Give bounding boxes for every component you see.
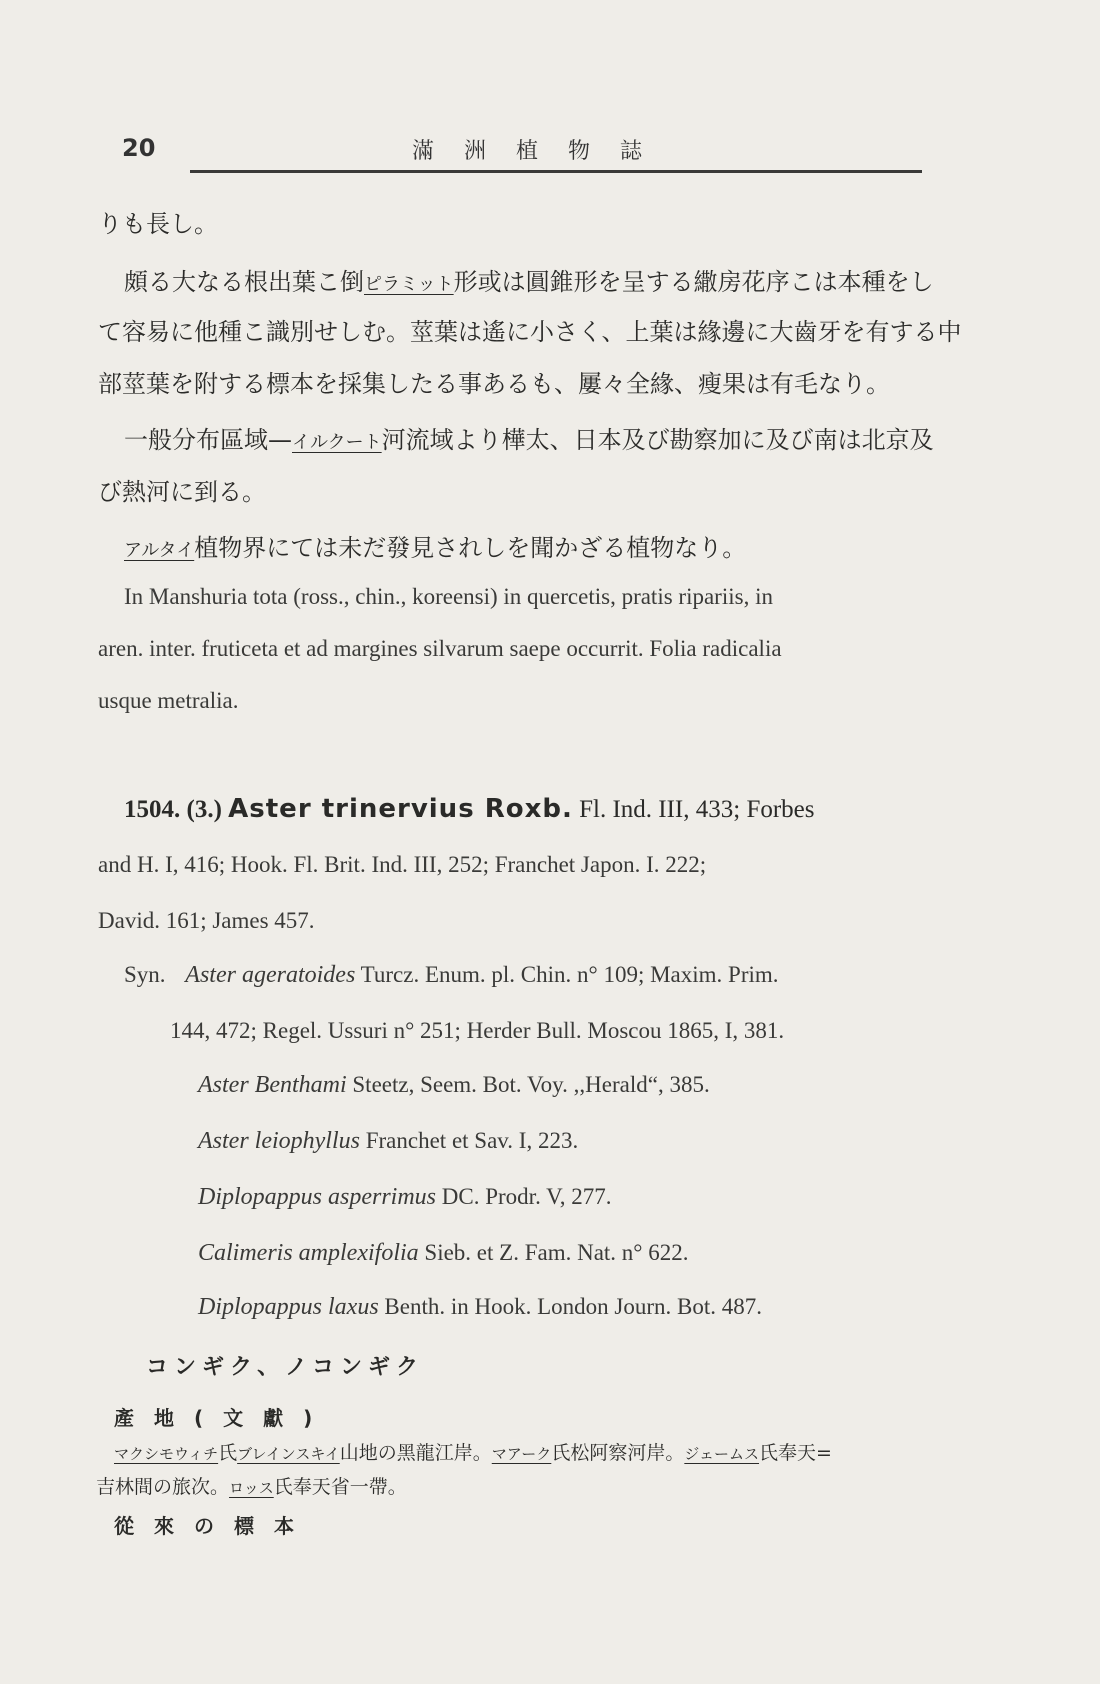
running-title: 滿洲植物誌 xyxy=(412,139,673,164)
synonym-line xyxy=(198,1128,578,1155)
text-line: て容易に他種こ識別せしむ。莖葉は遙に小さく、上葉は緣邊に大齒牙を有する中 xyxy=(98,318,962,346)
text-run: 形或は圓錐形を呈する繖房花序こは本種をし xyxy=(453,268,934,296)
text-run: マアーク xyxy=(491,1445,552,1463)
synonym-line xyxy=(198,1294,762,1321)
text-run: 植物界にては未だ發見されしを聞かざる植物なり。 xyxy=(194,534,747,562)
text-line xyxy=(124,420,934,455)
synonym-name: Calimeris amplexifolia xyxy=(198,1240,419,1266)
synonym-reference: Benth. in Hook. London Journ. Bot. 487. xyxy=(384,1294,763,1319)
text-line xyxy=(124,528,746,563)
entry-number: 1504. (3.) xyxy=(124,796,222,823)
text-line: 144, 472; Regel. Ussuri n° 251; Herder Bull. Moscou 1865, I, 381. xyxy=(170,1018,785,1043)
text-run: ピラミット xyxy=(364,274,454,295)
synonym-name: Aster ageratoides xyxy=(185,962,356,988)
text-line: りも長し。 xyxy=(98,210,218,238)
text-run: 山地の黑龍江岸。 xyxy=(339,1442,492,1464)
entry-reference: Fl. Ind. III, 433; Forbes xyxy=(579,796,815,823)
japanese-common-name: コンギク、ノコンギク xyxy=(146,1355,425,1380)
text-line: び熱河に到る。 xyxy=(98,478,266,506)
synonym-line xyxy=(124,962,779,989)
synonym-name: Aster Benthami xyxy=(198,1072,347,1098)
text-run: 氏奉天省一帶。 xyxy=(273,1476,407,1498)
page-header xyxy=(122,128,922,168)
text-run: 氏松阿察河岸。 xyxy=(551,1442,685,1464)
text-run: 氏 xyxy=(218,1442,238,1464)
specimens-heading: 從來の標本 xyxy=(114,1514,314,1538)
text-line: and H. I, 416; Hook. Fl. Brit. Ind. III, 252; Franchet Japon. I. 222; xyxy=(98,852,707,877)
page-number: 20 xyxy=(122,134,156,162)
text-run: ブレインスキイ xyxy=(237,1445,340,1463)
text-line: David. 161; James 457. xyxy=(98,908,315,933)
synonym-line xyxy=(198,1072,710,1099)
locality-heading: 產地(文獻) xyxy=(114,1406,333,1430)
text-run: ロッス xyxy=(229,1479,274,1497)
synonym-line xyxy=(198,1240,689,1267)
text-line xyxy=(124,262,934,297)
text-run: ジェームス xyxy=(684,1445,760,1463)
text-run: 頗る大なる根出葉こ倒 xyxy=(124,268,364,296)
text-run: 河流域より樺太、日本及び勘察加に及び南は北京及 xyxy=(381,426,934,454)
locality-line xyxy=(114,1438,832,1465)
synonym-name: Diplopappus laxus xyxy=(198,1294,379,1320)
text-run: 氏奉天= xyxy=(759,1442,832,1464)
synonym-reference: Turcz. Enum. pl. Chin. n° 109; Maxim. Prim. xyxy=(360,962,779,987)
species-entry-heading xyxy=(124,794,815,824)
synonym-reference: Sieb. et Z. Fam. Nat. n° 622. xyxy=(424,1240,689,1265)
header-rule xyxy=(190,170,922,173)
species-name: Aster trinervius Roxb. xyxy=(228,794,573,824)
text-line: aren. inter. fruticeta et ad margines silvarum saepe occurrit. Folia radicalia xyxy=(98,636,782,661)
synonym-reference: Steetz, Seem. Bot. Voy. ,,Herald“, 385. xyxy=(352,1072,710,1097)
synonym-line xyxy=(198,1184,612,1211)
text-run: イルクート xyxy=(292,432,382,453)
text-run: アルタイ xyxy=(124,540,195,561)
locality-line xyxy=(96,1472,407,1499)
text-run: 一般分布區域— xyxy=(124,426,292,454)
text-run: 吉林間の旅次。 xyxy=(96,1476,230,1498)
synonym-reference: Franchet et Sav. I, 223. xyxy=(365,1128,579,1153)
text-line: 部莖葉を附する標本を採集したる事あるも、屢々全緣、瘦果は有毛なり。 xyxy=(98,370,890,398)
text-run: マクシモウィチ xyxy=(114,1445,219,1463)
synonym-label: Syn. xyxy=(124,962,166,987)
synonym-name: Aster leiophyllus xyxy=(198,1128,360,1154)
text-line: usque metralia. xyxy=(98,688,239,713)
synonym-reference: DC. Prodr. V, 277. xyxy=(441,1184,612,1209)
text-line: In Manshuria tota (ross., chin., koreensi) in quercetis, pratis ripariis, in xyxy=(124,584,773,609)
synonym-name: Diplopappus asperrimus xyxy=(198,1184,437,1210)
